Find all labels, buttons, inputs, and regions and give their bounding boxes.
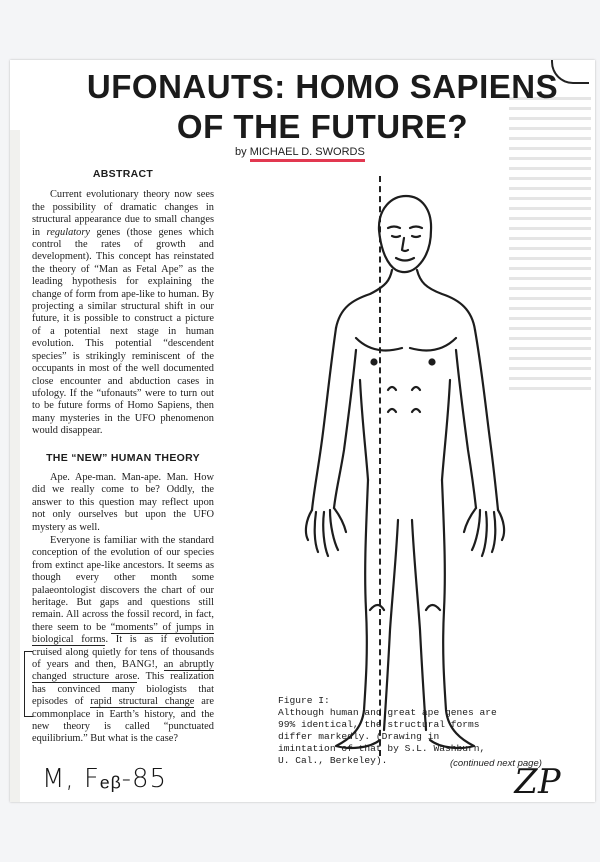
left-nipple — [372, 360, 377, 365]
right-nipple — [430, 360, 435, 365]
nose — [402, 238, 408, 251]
left-hand — [306, 508, 346, 556]
hand-drawn-bracket — [24, 651, 33, 717]
left-arm — [312, 328, 356, 510]
section-heading: THE “NEW” HUMAN THEORY — [46, 451, 200, 464]
byline-prefix: by — [235, 146, 247, 158]
title-line-1: UFONAUTS: HOMO SAPIENS — [86, 68, 559, 105]
title-line-2: OF THE FUTURE? — [176, 108, 469, 145]
knees — [370, 605, 440, 610]
underlined-phrase: an abruptly changed structure arose — [32, 659, 214, 683]
chest — [356, 338, 456, 350]
mouth — [396, 258, 414, 261]
abstract-heading: ABSTRACT — [92, 168, 154, 180]
continued-note: (continued next page) — [450, 758, 542, 769]
abdomen — [388, 387, 420, 412]
eyes — [392, 236, 420, 237]
neck-shoulders — [336, 270, 475, 330]
author-name: MICHAEL D. SWORDS — [250, 146, 365, 162]
abstract-text: Current evolutionary theory now sees the possibility of dramatic changes in structural appearance due to small changes in regulatory genes (those genes which control the rates of growth and development). This concept has reinstated the theory of “Man as Fetal Ape” as the leading hypothesis for explaining the change of form from ape-like to human. By projecting a similar structural shift in our future, it is possible to construct a picture of a potential next stage in human evolution. This potential “descendent species” is strikingly reminiscent of the occupants in most of the well documented close encounter and abduction cases in ufology. If the “ufonauts” were to turn out to be future forms of Homo Sapiens, then many mysteries in the UFO phenomenon would disappear. — [32, 189, 214, 437]
underlined-phrase: rapid structural change — [90, 696, 195, 708]
right-hand — [464, 508, 504, 556]
human-figure-drawing — [300, 190, 510, 760]
eyebrows — [388, 227, 422, 229]
underlined-phrase: “moments” of jumps in biological forms — [32, 621, 214, 646]
body-paragraph-2: Everyone is familiar with the standard conception of the evolution of our species from extinct ape-like ancestors. It seems as though every other month some palaeontologist discovers the chart of our heritage. But gaps and questions still remain. All across the fossil record, in fact, there seem to be “moments” of jumps in biological forms. It is as if evolution cruised along quietly for tens of thousands of years and then, BANG!, an abruptly changed structure arose. This realization has convinced many biologists that episodes of rapid structural change are commonplace in Earth’s history, and the new theory is called “punctuated equilibrium.” But what is the case? — [32, 534, 214, 745]
page-binding-edge — [10, 130, 20, 802]
magazine-page — [10, 60, 595, 802]
torso-sides — [360, 380, 450, 480]
abstract-column — [32, 168, 214, 747]
body-paragraph-1: Ape. Ape-man. Man-ape. Man. How did we really come to be? Oddly, the answer to this question may reflect upon not only ourselves but upon the UFO mystery as well. — [32, 471, 214, 533]
handwritten-date: M, Fₑᵦ-85 — [42, 764, 168, 794]
handwritten-initials: ZP — [510, 762, 565, 802]
figure-caption: Figure I: Although human and great ape genes are 99% identical, the structural forms differ markedly. (Drawing in imintation of that by S.L. Washburn, U. Cal., Berkeley). — [278, 695, 497, 766]
bleed-through-text — [505, 90, 595, 470]
byline — [235, 146, 365, 158]
right-arm — [456, 330, 498, 510]
